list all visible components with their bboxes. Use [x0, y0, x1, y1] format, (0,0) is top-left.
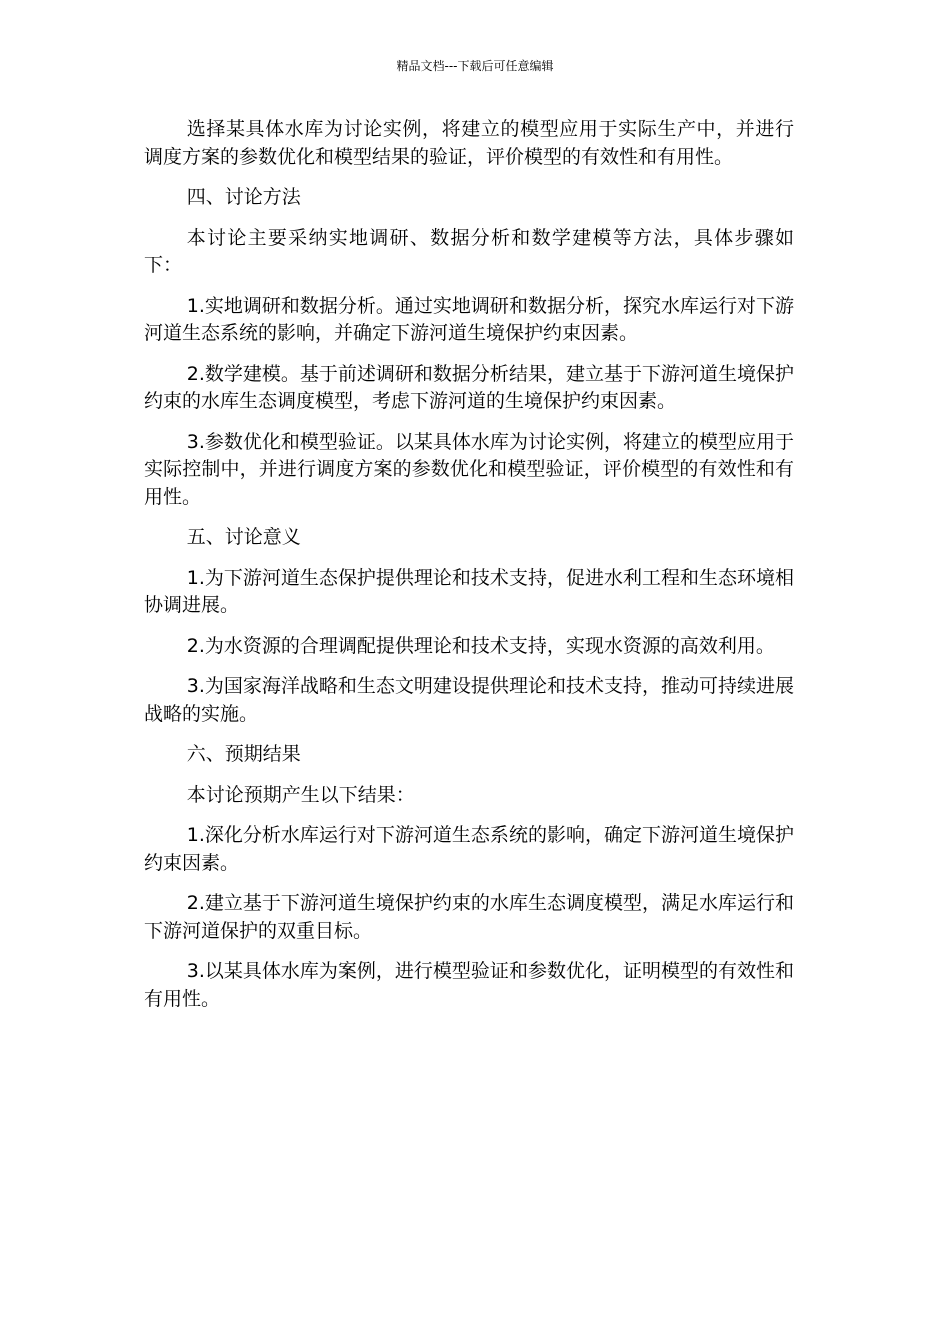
- paragraph-results-intro: 本讨论预期产生以下结果：: [186, 783, 415, 806]
- section-heading-methods: 四、讨论方法: [186, 186, 301, 208]
- paragraph-intro: 选择某具体水库为讨论实例，将建立的模型应用于实际生产中，并进行调度方案的参数优化和模型结果的验证，评价模型的有效性和有用性。: [144, 118, 794, 168]
- list-item-result-1: 1.深化分析水库运行对下游河道生态系统的影响，确定下游河道生境保护约束因素。: [144, 824, 794, 874]
- paragraph-methods-intro: 本讨论主要采纳实地调研、数据分析和数学建模等方法，具体步骤如下：: [144, 226, 794, 276]
- section-heading-results: 六、预期结果: [186, 743, 301, 765]
- document-body: [144, 116, 794, 1026]
- list-item-method-2: 2.数学建模。基于前述调研和数据分析结果，建立基于下游河道生境保护约束的水库生态调度模型，考虑下游河道的生境保护约束因素。: [144, 362, 794, 412]
- list-item-significance-3: 3.为国家海洋战略和生态文明建设提供理论和技术支持，推动可持续进展战略的实施。: [144, 675, 794, 725]
- page-header: 精品文档---下载后可任意编辑: [396, 59, 554, 73]
- list-item-significance-2: 2.为水资源的合理调配提供理论和技术支持，实现水资源的高效利用。: [186, 634, 775, 657]
- section-heading-significance: 五、讨论意义: [186, 526, 301, 548]
- list-item-method-3: 3.参数优化和模型验证。以某具体水库为讨论实例，将建立的模型应用于实际控制中，并进行调度方案的参数优化和模型验证，评价模型的有效性和有用性。: [144, 430, 794, 508]
- list-item-significance-1: 1.为下游河道生态保护提供理论和技术支持，促进水利工程和生态环境相协调进展。: [144, 566, 794, 616]
- list-item-method-1: 1.实地调研和数据分析。通过实地调研和数据分析，探究水库运行对下游河道生态系统的影响，并确定下游河道生境保护约束因素。: [144, 294, 794, 344]
- list-item-result-3: 3.以某具体水库为案例，进行模型验证和参数优化，证明模型的有效性和有用性。: [144, 960, 794, 1010]
- list-item-result-2: 2.建立基于下游河道生境保护约束的水库生态调度模型，满足水库运行和下游河道保护的双重目标。: [144, 892, 794, 942]
